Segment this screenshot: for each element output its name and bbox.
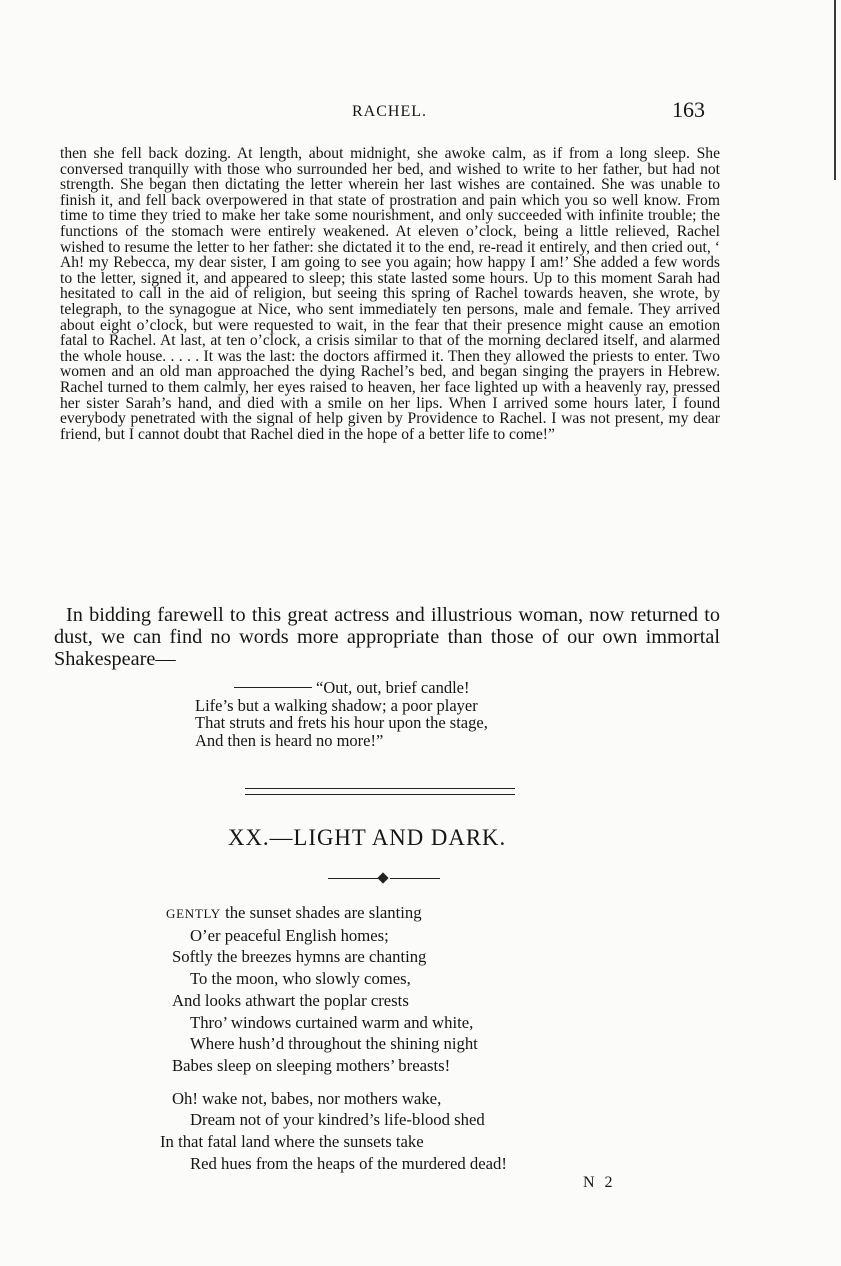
ornament-left-line	[328, 878, 378, 879]
page-edge-rule	[834, 0, 836, 180]
poem-line: Thro’ windows curtained warm and white,	[190, 1012, 474, 1032]
poem-stanza-one	[160, 902, 630, 1077]
poem-line: Oh! wake not, babes, nor mothers wake,	[172, 1088, 442, 1108]
diamond-ornament-icon	[377, 872, 388, 883]
section-title: XX.—LIGHT AND DARK.	[228, 825, 507, 850]
poem-first-line-rest: the sunset shades are slanting	[220, 903, 422, 922]
page-number: 163	[672, 97, 705, 122]
quote-line: That struts and frets his hour upon the stage,	[195, 713, 488, 732]
poem-line: Babes sleep on sleeping mothers’ breasts!	[172, 1055, 451, 1075]
quote-first-line: “Out, out, brief candle!	[316, 678, 470, 697]
letter-paragraph: then she fell back dozing. At length, about midnight, she awoke calm, as if from a long sleep. She conversed tranquilly with those who surrounded her bed, and wished to write to her father, but had not strength. She began then dictating the letter wherein her last wishes are contained. She was unable to finish it, and fell back overpowered in that state of prostration and pain which you so well know. From time to time they tried to make her take some nourishment, and only succeeded with infinite trouble; the functions of the stomach were entirely weakened. At eleven o’clock, being a little relieved, Rachel wished to resume the letter to her father: she dictated it to the end, re-read it entirely, and then cried out, ‘ Ah! my Rebecca, my dear sister, I am going to see you again; how happy I am!’ She added a few words to the letter, signed it, and appeared to sleep; this state lasted some hours. Up to this moment Sarah had hesitated to call in the aid of religion, but seeing this spring of Rachel towards heaven, she wrote, by telegraph, to the synagogue at Nice, who sent immediately ten persons, male and female. They arrived about eight o’clock, but were requested to wait, in the fear that their presence might cause an emotion fatal to Rachel. At last, at ten o’clock, a crisis similar to that of the morning declared itself, and alarmed the whole house. . . . . It was the last: the doctors affirmed it. Then they allowed the priests to enter. Two women and an old man approached the dying Rachel’s bed, and began singing the prayers in Hebrew. Rachel turned to them calmly, her eyes raised to heaven, her face lighted up with a heavenly ray, pressed her sister Sarah’s hand, and died with a smile on her lips. When I arrived some hours later, I found everybody penetrated with the signal of help given by Providence to Rachel. I was not present, my dear friend, but I cannot doubt that Rachel died in the hope of a better life to come!”	[60, 145, 720, 443]
poem-line: Dream not of your kindred’s life-blood shed	[190, 1110, 485, 1130]
poem-first-word: GENTLY	[166, 906, 221, 921]
poem-line: And looks athwart the poplar crests	[172, 990, 409, 1010]
signature-mark: N 2	[583, 1174, 616, 1191]
poem-line: O’er peaceful English homes;	[190, 925, 389, 945]
lead-paragraph: In bidding farewell to this great actress and illustrious woman, now returned to dust, we can find no words more appropriate than those of our own immortal Shakespeare—	[54, 604, 720, 670]
quote-first-line-wrapper	[234, 679, 615, 697]
running-title: RACHEL.	[352, 103, 427, 120]
letter-body-text	[60, 146, 720, 442]
ornamental-divider	[328, 873, 440, 885]
poem-line: Where hush’d throughout the shining night	[190, 1034, 478, 1054]
poem-line: Softly the breezes hymns are chanting	[172, 947, 427, 967]
poem-light-and-dark	[160, 902, 630, 1174]
section-divider-double-rule	[245, 788, 515, 795]
poem-line: In that fatal land where the sunsets take	[160, 1132, 424, 1152]
quote-leading-dash	[234, 687, 312, 688]
shakespeare-quote	[195, 679, 615, 749]
poem-line: Red hues from the heaps of the murdered dead!	[190, 1153, 507, 1173]
quote-line: Life’s but a walking shadow; a poor player	[195, 695, 478, 715]
poem-line: To the moon, who slowly comes,	[190, 969, 411, 989]
lead-paragraph-block	[54, 604, 720, 670]
poem-stanza-two	[160, 1088, 630, 1175]
quote-line: And then is heard no more!”	[195, 730, 384, 750]
running-head	[0, 97, 841, 127]
poem-first-line	[160, 902, 630, 925]
ornament-right-line	[390, 878, 440, 879]
